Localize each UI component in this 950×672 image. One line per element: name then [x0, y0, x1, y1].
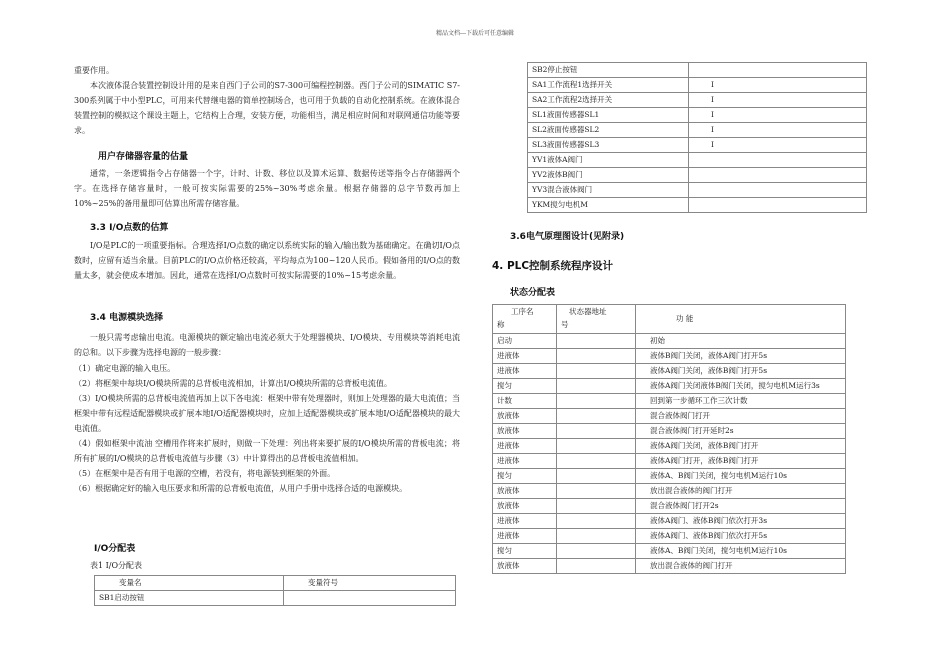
- table-header-row: [95, 576, 456, 591]
- power-step: （1）确定电源的输入电压。: [74, 364, 176, 373]
- state-row: [493, 454, 846, 469]
- state-cell: 放液体: [493, 484, 557, 499]
- state-cell: 搅匀: [493, 379, 557, 394]
- table-cell: YV2液体B阀门: [528, 168, 689, 183]
- table-cell: YV1液体A阀门: [528, 153, 689, 168]
- io-table-continued: [527, 62, 867, 213]
- state-cell: 搅匀: [493, 544, 557, 559]
- paragraph-io-estimate: I/O是PLC的一项重要指标。合理选择I/O点数的确定以系统实际的输入/输出数为基础确定。在确切I/O点数时，应留有适当余量。目前PLC的I/O点价格还较高，平均每点为100~120人民币。假如备用的I/O点的数量太多，就会使成本增加。因此，通常在选择I/O点数时可按实际需要的10%~15考虑余量。: [74, 241, 460, 280]
- state-cell: [557, 559, 636, 574]
- table-row: [528, 198, 867, 213]
- state-cell: 放液体: [493, 409, 557, 424]
- table-cell: SA2工作流程2选择开关: [528, 93, 689, 108]
- table-cell: SA1工作流程1选择开关: [528, 78, 689, 93]
- table-cell: SL2液面传感器SL2: [528, 123, 689, 138]
- state-row: [493, 334, 846, 349]
- table-cell: [689, 198, 867, 213]
- table-cell: YKM搅匀电机M: [528, 198, 689, 213]
- state-row: [493, 544, 846, 559]
- state-cell: [557, 439, 636, 454]
- table-cell: I: [689, 108, 867, 123]
- state-cell: [557, 334, 636, 349]
- power-step: （3）I/O模块所需的总背板电流值再加上以下各电流：框架中带有处理器时，则加上处理器的最大电流值；当框架中带有远程适配器模块或扩展本地I/O适配器模块时，应加上适配器模块或扩展本地I/O适配器模块的最大电流值。: [74, 394, 460, 433]
- table-row: [528, 168, 867, 183]
- column-header: 变量名: [95, 576, 284, 591]
- column-header-step: [493, 305, 557, 334]
- heading-storage: 用户存储器容量的估量: [98, 152, 189, 162]
- column-header: 变量符号: [284, 576, 456, 591]
- state-cell: [557, 529, 636, 544]
- heading-schematic: 3.6电气原理图设计(见附录): [510, 232, 625, 242]
- state-cell: [557, 379, 636, 394]
- state-cell: 液体A、B阀门关闭，搅匀电机M运行10s: [636, 469, 846, 484]
- state-cell: 启动: [493, 334, 557, 349]
- state-cell: 进液体: [493, 514, 557, 529]
- table-row: [528, 153, 867, 168]
- table-caption: 表1 I/O分配表: [90, 561, 143, 570]
- heading-io-table: I/O分配表: [94, 544, 136, 554]
- heading-power-module: 3.4 电源模块选择: [90, 313, 164, 323]
- power-step: （2）将框架中每块I/O模块所需的总背板电流相加，计算出I/O模块所需的总背板电流值。: [74, 379, 392, 388]
- state-cell: 放液体: [493, 499, 557, 514]
- table-cell: YV3混合液体阀门: [528, 183, 689, 198]
- state-row: [493, 469, 846, 484]
- header-text: 状态器地址: [569, 307, 607, 316]
- table-cell: [689, 168, 867, 183]
- heading-program-design: 4. PLC控制系统程序设计: [492, 260, 614, 272]
- table-cell: I: [689, 78, 867, 93]
- column-header-function: 功 能: [636, 305, 846, 334]
- table-cell: [689, 63, 867, 78]
- state-row: [493, 439, 846, 454]
- power-step: （4）假如框架中流油 空槽用作将来扩展时，则做一下处理：列出将来要扩展的I/O模块所需的背板电流；将所有扩展的I/O模块的总背板电流值与步骤（3）中计算得出的总背板电流值相加。: [74, 439, 460, 463]
- table-row: [528, 138, 867, 153]
- state-cell: 放出混合液体的阀门打开: [636, 484, 846, 499]
- state-cell: 进液体: [493, 364, 557, 379]
- table-cell: [689, 183, 867, 198]
- column-header-address: [557, 305, 636, 334]
- state-cell: 液体A阀门关闭液体B阀门关闭，搅匀电机M运行3s: [636, 379, 846, 394]
- state-cell: 液体B阀门关闭，液体A阀门打开5s: [636, 349, 846, 364]
- state-cell: 混合液体阀门打开2s: [636, 499, 846, 514]
- state-cell: [557, 409, 636, 424]
- state-cell: 液体A阀门关闭，液体B阀门打开: [636, 439, 846, 454]
- state-cell: 液体A阀门关闭，液体B阀门打开5s: [636, 364, 846, 379]
- state-table-header: [493, 305, 846, 334]
- state-row: [493, 409, 846, 424]
- state-cell: [557, 454, 636, 469]
- state-cell: 液体A阀门、液体B阀门依次打开3s: [636, 514, 846, 529]
- state-cell: 放出混合液体的阀门打开: [636, 559, 846, 574]
- state-cell: 液体A、B阀门关闭，搅匀电机M运行10s: [636, 544, 846, 559]
- page-header: 精品文档---下载后可任意编辑: [435, 30, 515, 37]
- state-cell: 放液体: [493, 559, 557, 574]
- power-step: （6）根据确定好的输入电压要求和所需的总背板电流值，从用户手册中选择合适的电源模块。: [74, 484, 408, 493]
- state-cell: 计数: [493, 394, 557, 409]
- state-cell: 回到第一步循环工作三次计数: [636, 394, 846, 409]
- state-cell: [557, 424, 636, 439]
- state-cell: 液体A阀门、液体B阀门依次打开5s: [636, 529, 846, 544]
- state-cell: [557, 349, 636, 364]
- header-text: 称: [497, 320, 505, 329]
- state-row: [493, 379, 846, 394]
- state-cell: 进液体: [493, 349, 557, 364]
- table-cell: SB2停止按钮: [528, 63, 689, 78]
- state-cell: [557, 484, 636, 499]
- table-cell: [689, 153, 867, 168]
- state-row: [493, 484, 846, 499]
- state-row: [493, 499, 846, 514]
- state-row: [493, 394, 846, 409]
- paragraph-storage: 通常，一条逻辑指令占存储器一个字，计时、计数、移位以及算术运算、数据传送等指令占存储器两个字。在选择存储容量时，一般可按实际需要的25%~30%考虑余量。根据存储器的总字节数再加上10%~25%的备用量即可估算出所需存储容量。: [74, 169, 460, 208]
- state-row: [493, 364, 846, 379]
- power-step: （5）在框架中是否有用于电源的空槽，若没有，将电源装到框架的外面。: [74, 469, 336, 478]
- paragraph-plc-intro: 本次液体混合装置控制设计用的是来自西门子公司的S7-300可编程控制器。西门子公司的SIMATIC S7-300系列属于中小型PLC，可用来代替继电器的简单控制场合，也可用于负载的自动化控制系统。在液体混合装置控制的模拟这个课设主题上，它结构上合理，安装方便，功能相当，满足相应时间和对联网通信功能等要求。: [74, 81, 460, 135]
- state-row: [493, 529, 846, 544]
- heading-io-estimate: 3.3 I/O点数的估算: [90, 223, 169, 233]
- state-cell: 进液体: [493, 439, 557, 454]
- state-row: [493, 424, 846, 439]
- table-cell: I: [689, 123, 867, 138]
- state-cell: [557, 544, 636, 559]
- io-table-top: [94, 575, 456, 606]
- table-row: [528, 183, 867, 198]
- table-row: [528, 123, 867, 138]
- state-cell: 混合液体阀门打开: [636, 409, 846, 424]
- table-cell: SL3液面传感器SL3: [528, 138, 689, 153]
- table-cell: [284, 591, 456, 606]
- table-cell: SB1启动按钮: [95, 591, 284, 606]
- state-cell: 进液体: [493, 529, 557, 544]
- table-row: [528, 63, 867, 78]
- state-cell: 初始: [636, 334, 846, 349]
- state-cell: [557, 499, 636, 514]
- table-cell: I: [689, 138, 867, 153]
- table-row: [528, 108, 867, 123]
- state-cell: [557, 364, 636, 379]
- header-text: 号: [561, 320, 569, 329]
- state-cell: 放液体: [493, 424, 557, 439]
- heading-state-table: 状态分配表: [510, 288, 556, 298]
- state-cell: [557, 514, 636, 529]
- state-cell: 液体A阀门打开，液体B阀门打开: [636, 454, 846, 469]
- state-cell: 进液体: [493, 454, 557, 469]
- state-table: [492, 304, 846, 574]
- state-cell: 搅匀: [493, 469, 557, 484]
- intro-tail: 重要作用。: [74, 66, 114, 75]
- state-row: [493, 559, 846, 574]
- state-cell: [557, 394, 636, 409]
- header-text: 工序名: [511, 307, 534, 316]
- table-row: [528, 78, 867, 93]
- state-cell: 混合液体阀门打开延时2s: [636, 424, 846, 439]
- table-row: [528, 93, 867, 108]
- state-cell: [557, 469, 636, 484]
- state-row: [493, 514, 846, 529]
- table-cell: SL1液面传感器SL1: [528, 108, 689, 123]
- paragraph-power: 一般只需考虑输出电流。电源模块的额定输出电流必须大于处理器模块、I/O模块、专用模块等消耗电流的总和。以下步骤为选择电源的一般步骤：: [74, 333, 460, 357]
- power-steps-list: [74, 361, 460, 496]
- table-row: [95, 591, 456, 606]
- table-cell: I: [689, 93, 867, 108]
- state-row: [493, 349, 846, 364]
